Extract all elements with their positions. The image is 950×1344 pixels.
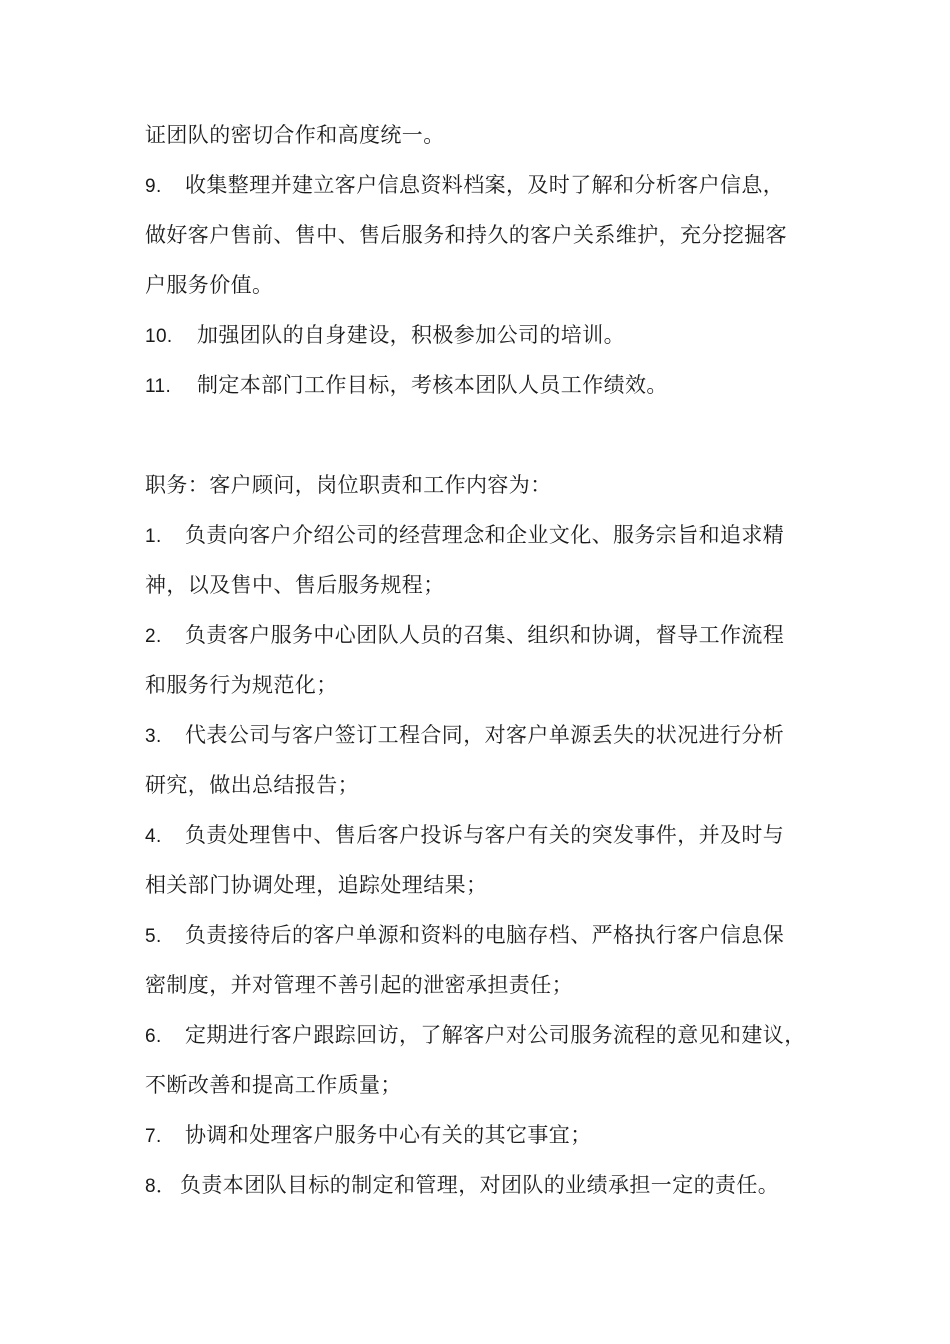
list-item-6-line-2 [145, 1072, 835, 1098]
list-item-number: 6. [145, 1026, 162, 1047]
list-item-number: 9. [145, 176, 162, 197]
list-item-text: 负责本团队目标的制定和管理，对团队的业绩承担一定的责任。 [180, 1173, 780, 1197]
list-item-1-line-2 [145, 572, 835, 598]
continuation-line: 证团队的密切合作和高度统一。 [145, 123, 445, 147]
section-heading-text: 职务：客户顾问，岗位职责和工作内容为： [145, 473, 552, 497]
list-item-text: 不断改善和提高工作质量； [145, 1073, 402, 1097]
list-item-9 [145, 172, 835, 200]
list-item-text: 加强团队的自身建设，积极参加公司的培训。 [197, 323, 625, 347]
list-item-6 [145, 1022, 835, 1050]
list-item-text: 定期进行客户跟踪回访，了解客户对公司服务流程的意见和建议， [185, 1023, 806, 1047]
list-item-text: 负责向客户介绍公司的经营理念和企业文化、服务宗旨和追求精 [185, 523, 785, 547]
list-item-number: 1. [145, 526, 162, 547]
continuation-text [145, 122, 835, 148]
list-item-number: 4. [145, 826, 162, 847]
list-item-3 [145, 722, 835, 750]
list-item-text: 相关部门协调处理，追踪处理结果； [145, 873, 488, 897]
list-item-number: 11. [145, 376, 172, 397]
list-item-3-line-2 [145, 772, 835, 798]
list-item-text: 做好客户售前、售中、售后服务和持久的客户关系维护，充分挖掘客 [145, 223, 787, 247]
list-item-number: 8． [145, 1176, 176, 1197]
list-item-text: 收集整理并建立客户信息资料档案，及时了解和分析客户信息， [185, 173, 785, 197]
list-item-text: 户服务价值。 [145, 273, 274, 297]
list-item-9-line-3 [145, 272, 835, 298]
list-item-number: 3. [145, 726, 162, 747]
list-item-1 [145, 522, 835, 550]
list-item-text: 负责处理售中、售后客户投诉与客户有关的突发事件，并及时与 [185, 823, 785, 847]
list-item-text: 和服务行为规范化； [145, 673, 338, 697]
list-item-4 [145, 822, 835, 850]
list-item-4-line-2 [145, 872, 835, 898]
list-item-number: 7. [145, 1126, 162, 1147]
list-item-number: 5. [145, 926, 162, 947]
list-item-text: 协调和处理客户服务中心有关的其它事宜； [185, 1123, 592, 1147]
list-item-10 [145, 322, 835, 350]
list-item-text: 负责客户服务中心团队人员的召集、组织和协调，督导工作流程 [185, 623, 785, 647]
list-item-text: 密制度，并对管理不善引起的泄密承担责任； [145, 973, 573, 997]
list-item-number: 2. [145, 626, 162, 647]
list-item-9-line-2 [145, 222, 835, 248]
list-item-5-line-2 [145, 972, 835, 998]
list-item-8 [145, 1172, 835, 1200]
list-item-11 [145, 372, 835, 400]
list-item-text: 研究，做出总结报告； [145, 773, 359, 797]
list-item-number: 10. [145, 326, 173, 347]
list-item-text: 神，以及售中、售后服务规程； [145, 573, 445, 597]
list-item-text: 负责接待后的客户单源和资料的电脑存档、严格执行客户信息保 [185, 923, 785, 947]
list-item-5 [145, 922, 835, 950]
section-heading [145, 472, 835, 498]
list-item-7 [145, 1122, 835, 1150]
list-item-2-line-2 [145, 672, 835, 698]
list-item-text: 代表公司与客户签订工程合同，对客户单源丢失的状况进行分析 [185, 723, 785, 747]
list-item-text: 制定本部门工作目标，考核本团队人员工作绩效。 [197, 373, 668, 397]
list-item-2 [145, 622, 835, 650]
